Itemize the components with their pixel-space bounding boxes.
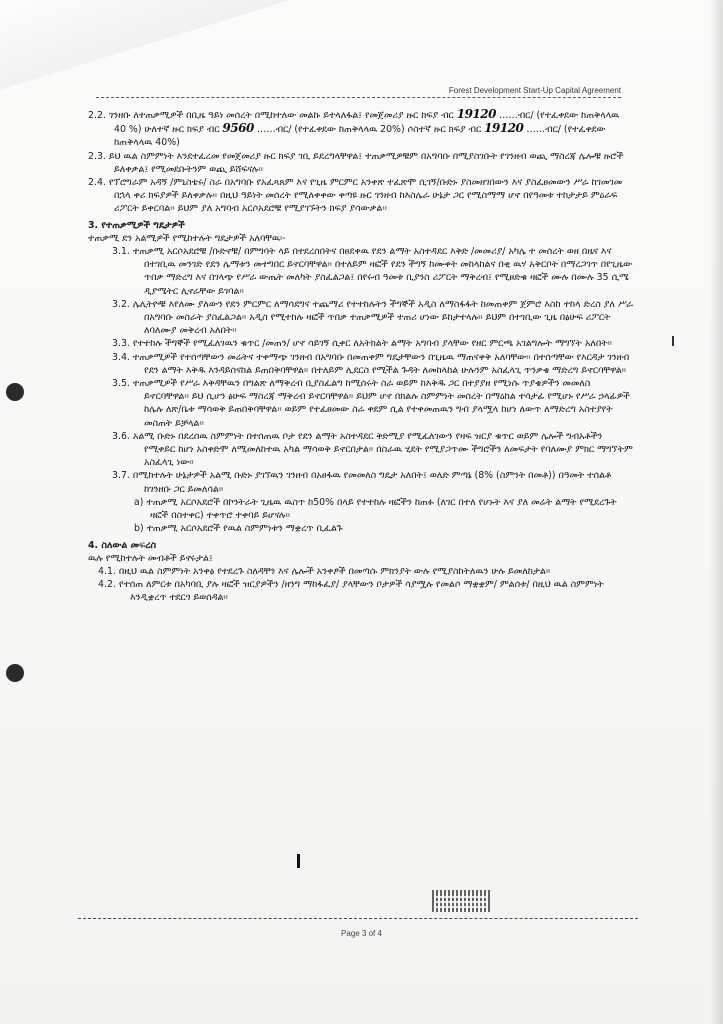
- handwritten-amount-3: 19120: [484, 121, 524, 136]
- page-edge-shadow: [709, 0, 723, 1024]
- clause-3-7: 3.7. በሚከተሉት ሁኔታዎች አልሚ ቡድኑ ያገኘዉን ገንዘብ በአፀፋዉ የመመለስ ግዴታ አለበት፤ ወለድ ምጣኔ (8% (ስምንት በመቶ)) በዓመት ተሰልቶ ከገንዘቡ ጋር ይመለሳል፡፡: [112, 470, 612, 495]
- section-3-heading: 3. የተጠቃሚዎች ግዴታዎች: [88, 219, 185, 231]
- handwritten-amount-2: 9560: [222, 121, 254, 136]
- clause-3-1: 3.1. ተጠቃሚ አርሶአደሮቹ /ቡድኖቹ/ በምግባት ላይ በተደረሰበትና በፀደቀዉ የደን ልማት አስተዳደር እቅድ /መመሪያ/ አካሌ ተ መሰረት ወዘ በዜና እና በተገቢዉ መንገድ የደን ሌማቱን መተግበር ይኖርባቸዋል፡፡ በተለይም ዛፎች የደን ችግኝ ከሙቀት መከላከልና በቂ ዉሃ አቅርቦት በማረጋገጥ በየጊዜው ጥበቃ ማድረግ እና በገላጭ የሥራ ውጤት መለካት ያስፈልጋል፤ በየሩብ ዓመቱ ቢያንስ ሪፖርት ማቅረብ፤ የሚፀድቁ ዛፎች ሙሉ በሙሉ 35 ሲሜ ዲያሜትር ሊኖራቸው ይገባል፡፡: [112, 246, 633, 297]
- clause-3-4: 3.4. ተጠቃሚዎች የተሰጣቸውን መሬትና ተቀማጭ ገንዘብ በአግባቡ በመጠቀም ግዴታቸውን በጊዜዉ ማጠናቀቅ አለባቸው፡፡ በተሰጣቸው የእርዳታ ገንዘብ የደን ልማት እቅዱ እንዳይሰናከል ይጠበቅባቸዋል፡፡ በተለይም ሊደርስ የሚችል ጉዳት ለመከላከል ሁሉንም አስፈላጊ ጥንቃቄ ማድረግ ይኖርባቸዋል፡፡: [112, 351, 630, 376]
- footer-rule: [78, 918, 638, 919]
- section-3-intro: ተጠቃሚ ደን አልሚዎች የሚከተሉት ግዴታዎች አለባቸዉ፡-: [88, 232, 286, 244]
- header-rule: [96, 97, 621, 98]
- clause-3-6: 3.6. አልሚ ቡድኑ በደረሰዉ ስምምነት በተሰጠዉ ቦታ የደን ልማት አስተዳደር ቅድሚያ የሚፈለገውን የዛፍ ዝርያ ቁጥር ወይም ሌሎች ግብአቶችን የሚቀይር ከሆነ አስቀድሞ ለሚመለከተዉ አካል ማሳወቅ ይኖርበታል፡፡ በስራዉ ሂደት የሚያጋጥሙ ችግሮችን ለመፍታት የባለሙያ ምክር ማግኘትም አስፈላጊ ነው፡፡: [112, 430, 633, 469]
- document-body: [88, 108, 633, 605]
- punch-hole-bottom: [6, 664, 24, 682]
- clause-2-4: 2.4. የፕሮግራም አዳኝ /ምኒስቴሩ/ ስራ በአግባቡ የአፈጻጸም እና የጊዜ ምርምር አንቀጽ ተፈጽሞ ሲገኝ/ቡድኑ ያስመዘገበውን እና ያስፈፀመውን ሥራ ከገመገመ በኋላ ቀሪ ክፍያዎች ይለቀቃሉ፡፡ በዚህ ዓይነት መሰረት የሚለቀቀው ቀጣዩ ዙር ገንዘብ ከእስሌራ ሁኔታ ጋር የሚስማማ ሆኖ በየዓመቱ ተከታታይ ምዕራፍ ሪፖርት ይቀርባል፡፡ ይህም ያለ አግባብ አርሶአደሮቹ የሚያገኙትን ክፍያ ያሳውቃል፡፡: [88, 177, 623, 215]
- punch-hole-top: [6, 383, 24, 401]
- clause-3-5: 3.5. ተጠቃሚዎች የሥራ እቅዳቸዉን በግልጽ ለማቅረብ ቢያስፈልግ ከሚሰሩት ስራ ወይም ከእቅዱ ጋር በተያያዘ የሚነሱ ጥያቄዎችን መመለስ ይኖርባቸዋል፡፡ ይህ ሲሆን ፅሁፍ ማስረጃ ማቅረብ ይኖርባቸዋል፡፡ ይህም ሆኖ በክልሉ ስምምነት መሰረት በማዕከል ተሳታፊ የሚሆኑ የሥራ ኃላፊዎች ከሌሉ ለጽ/ቤቱ ማሳወቅ ይጠበቅባቸዋል፡፡ ወይም የተፈፀመው ስራ ቀደም ሲል የተቀመጠዉን ግብ ያላሟላ ከሆነ ለውጥ ለማድረግ አስተያየት መስጠት ይቻላል፡፡: [112, 378, 630, 429]
- running-header: Forest Development Start-Up Capital Agreement: [448, 86, 621, 95]
- clause-3-2: 3.2. ሌሊትዮቹ እየለሙ ያለውን የደን ምርምር ለማሳደግና ተጨማሪ የተተከሉትን ችግኞች አዲስ ለማስፋፋት ከመጠቀም ጀምሮ እስከ ተከላ ድረስ ያለ ሥራ በአግባቡ መስራት ያስፈልጋል፡፡ አዲስ የሚተከሉ ዛፎች ጥበቃ ተጠቃሚዎች ተጠሪ ሆነው ይከታተላሉ፡፡ ይህም በተገቢው ጊዜ በፅሁፍ ሪፖርት ለባለሙያ መቅረብ አለበት፡፡: [112, 298, 633, 337]
- clause-4-1: 4.1. በዚህ ዉል ስምምነት አንቀፅ የተደረጉ ስለዳቸን እና ሌሎች አንቀፆች በመጣሱ ምክንያት ውሉ የሚያስከትለዉን ሁሉ ይመለከታል፡፡: [98, 565, 551, 577]
- pen-tick-mark: [297, 854, 300, 868]
- clause-3-3: 3.3. የተተከሉ ችግኞች የሚፈለገዉን ቁጥር /መጠን/ ሆኖ ሳይገኝ ሲቀር ለአትክልት ልማት አግባብ ያላቸው የዘር ምርጫ አገልግሎት ማግኘት አለበት፡፡: [112, 338, 612, 350]
- barcode-stamp-overlay: [436, 894, 486, 908]
- clause-4-2: 4.2. የተሰጠ ለምርቱ በአካባቢ ያሉ ዛፎች ዝርያዎችን /ዘንግ ማከፋፈያ/ ያላቸውን ቦታዎች ሳያሟሉ የመልሶ ማቋቋም/ ምልሰቱ/ በዚህ ዉል ስምምነት እንዲቋረጥ ተደርጎ ይወሰዳል፡፡: [98, 579, 604, 604]
- clause-3-7-b: b) ተጠቃሚ አርሶአደሮች የዉል ስምምነቱን ማቋረጥ ቢፈልጉ: [134, 523, 343, 535]
- handwritten-amount-1: 19120: [456, 107, 496, 121]
- margin-mark: [672, 336, 674, 346]
- clause-2-2-text: 2.2. ገንዘቡ ለተጠቃሚዎች በቢዜ ዓይነ መሰረት በሚከተለው መልኩ ይተላለፋል፤ የመጀመሪያ ዙር ክፍያ ብር: [88, 110, 454, 121]
- clause-2-2-text-b: ……ብር/ (የተፈቀደው ከጠቅላላዉ 40 %) ሁለተኛ ዙር ክፍያ ብር: [114, 110, 620, 136]
- page-number: Page 3 of 4: [341, 929, 382, 938]
- page-fold: [0, 0, 290, 90]
- section-4-intro: ዉሉ የሚከተሉት መብቶች ይኖሩታል፤: [88, 552, 213, 564]
- clause-2-2-text-d: ……ብር/ (የተፈቀደው ከጠቅላላዉ 40%): [114, 124, 606, 149]
- clause-2-2: [88, 108, 633, 150]
- clause-3-7-a: a) ተጠቃሚ አርሶአደሮች በኮንትራት ጊዜዉ ዉስጥ ከ50% በላይ የተተከሉ ዛፎችን ከጠፉ (ለገር በተለ የሆኑት እና ያለ መሬት ልማት የሚደረጉት ዛፎች በስተቀር) ተቀጥሮ ተቀባይ ይሆናሉ፡፡: [134, 496, 617, 522]
- clause-2-2-text-c: ……ብር/ (የተፈቀደው ከጠቅላላዉ 20%) ሶስተኛ ዙር ክፍያ ብር: [256, 124, 482, 136]
- section-4-heading: 4. ስለውል መፍረስ: [88, 539, 156, 551]
- clause-2-3: 2.3. ይህ ዉል ስምምነት እንደተፈረመ የመጀመሪያ ዙር ክፍያ ገቢ ይደረግላቸዋል፤ ተጠቃሚዎቹም በአግባቡ በሚያስገቡት የገንዘብ ወጪ ማስረጃ ሌሎቹ ዙሮች ይለቀቃል፤ የሚመደቡትንም ወጪ ይሸፍናሉ፡፡: [88, 150, 624, 175]
